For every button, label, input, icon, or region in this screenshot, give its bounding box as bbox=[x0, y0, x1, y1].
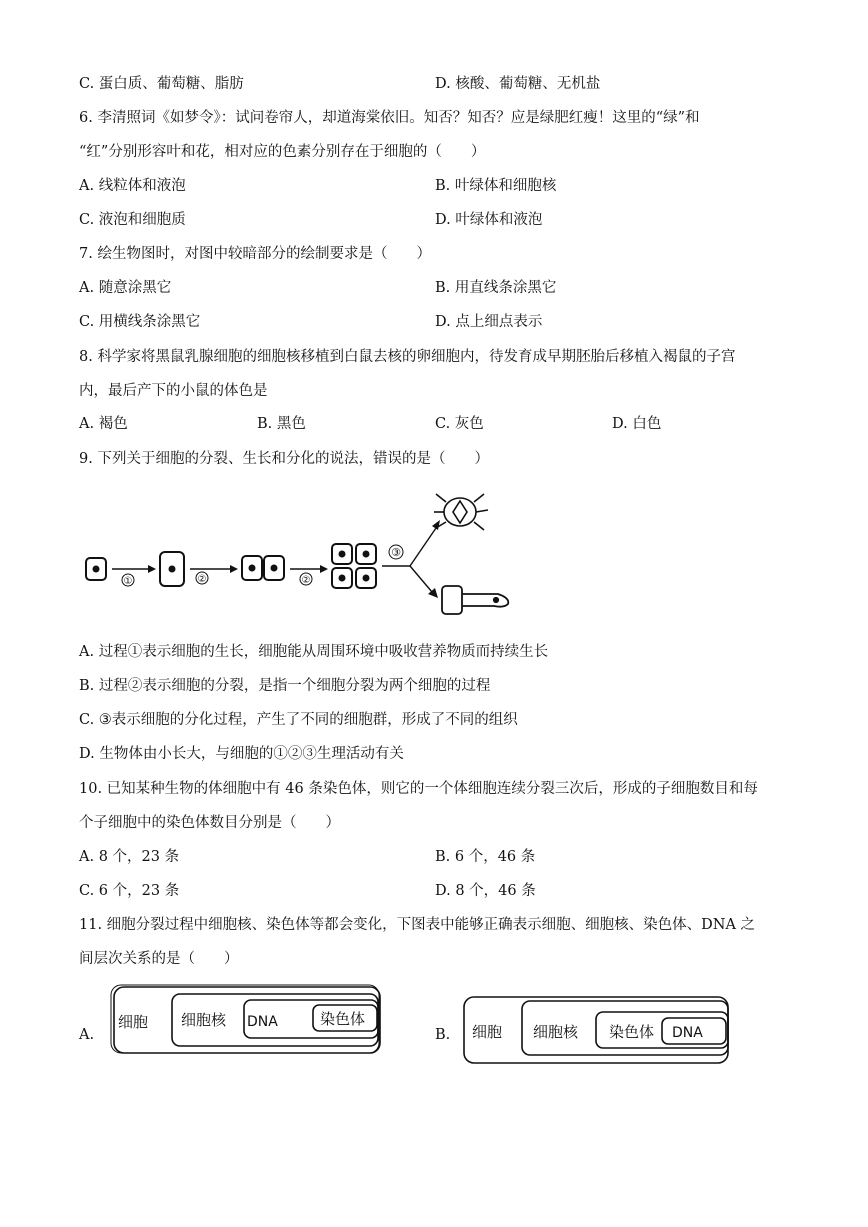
q11-stem-line2: 间层次关系的是（ ） bbox=[79, 951, 239, 967]
diagram-a-dna: DNA bbox=[247, 1014, 278, 1030]
q7-option-a: A. 随意涂黑它 bbox=[79, 280, 172, 296]
diagram-b-chromosome: 染色体 bbox=[609, 1023, 655, 1041]
q7-option-c: C. 用横线条涂黑它 bbox=[79, 314, 201, 330]
differentiated-cell-star bbox=[434, 494, 488, 530]
q9-option-d: D. 生物体由小长大，与细胞的①②③生理活动有关 bbox=[79, 746, 404, 762]
q10-stem-line2: 个子细胞中的染色体数目分别是（ ） bbox=[79, 815, 340, 831]
hierarchy-diagram-a bbox=[110, 984, 384, 1058]
q6-stem-line2: “红”分别形容叶和花，相对应的色素分别存在于细胞的（ ） bbox=[79, 144, 486, 160]
step-3-label: ③ bbox=[391, 546, 401, 559]
differentiated-cell-elongated bbox=[442, 586, 508, 614]
q6-option-a: A. 线粒体和液泡 bbox=[79, 178, 186, 194]
q5-option-c: C. 蛋白质、葡萄糖、脂肪 bbox=[79, 76, 244, 92]
q6-option-d: D. 叶绿体和液泡 bbox=[435, 212, 543, 228]
q6-stem-line1: 6. 李清照词《如梦令》：试问卷帘人，却道海棠依旧。知否？知否？应是绿肥红瘦！这里的“绿”和 bbox=[79, 110, 700, 126]
q6-option-c: C. 液泡和细胞质 bbox=[79, 212, 186, 228]
diagram-a-chromosome: 染色体 bbox=[320, 1010, 366, 1028]
q8-stem-line1: 8. 科学家将黑鼠乳腺细胞的细胞核移植到白鼠去核的卵细胞内，待发育成早期胚胎后移植入褐鼠的子宫 bbox=[79, 349, 736, 365]
q9-option-a: A. 过程①表示细胞的生长，细胞能从周围环境中吸收营养物质而持续生长 bbox=[79, 644, 549, 660]
q8-option-c: C. 灰色 bbox=[435, 416, 484, 432]
diagram-b-dna: DNA bbox=[672, 1025, 703, 1041]
q7-stem: 7. 绘生物图时，对图中较暗部分的绘制要求是（ ） bbox=[79, 246, 431, 262]
q8-option-d: D. 白色 bbox=[612, 416, 662, 432]
hierarchy-diagram-b bbox=[462, 995, 732, 1067]
step-2a-label: ② bbox=[197, 574, 207, 585]
step-1-label: ① bbox=[123, 576, 133, 587]
step-2b-label: ② bbox=[301, 575, 311, 586]
q8-stem-line2: 内，最后产下的小鼠的体色是 bbox=[79, 383, 268, 399]
q7-option-b: B. 用直线条涂黑它 bbox=[435, 280, 557, 296]
q5-option-d: D. 核酸、葡萄糖、无机盐 bbox=[435, 76, 601, 92]
q8-option-b: B. 黑色 bbox=[257, 416, 306, 432]
q11-stem-line1: 11. 细胞分裂过程中细胞核、染色体等都会变化，下图表中能够正确表示细胞、细胞核、染色体、DNA 之 bbox=[79, 917, 756, 933]
diagram-b-cell: 细胞 bbox=[472, 1023, 503, 1041]
cell-division-figure bbox=[80, 488, 520, 628]
q10-option-d: D. 8 个，46 条 bbox=[435, 883, 536, 899]
q11-option-a-letter: A. bbox=[79, 1027, 95, 1043]
q9-option-c: C. ③表示细胞的分化过程，产生了不同的细胞群，形成了不同的组织 bbox=[79, 712, 518, 728]
diagram-b-nucleus: 细胞核 bbox=[533, 1023, 579, 1041]
q10-option-c: C. 6 个，23 条 bbox=[79, 883, 180, 899]
q6-option-b: B. 叶绿体和细胞核 bbox=[435, 178, 557, 194]
q10-stem-line1: 10. 已知某种生物的体细胞中有 46 条染色体，则它的一个体细胞连续分裂三次后，形成的子细胞数目和每 bbox=[79, 781, 758, 797]
q7-option-d: D. 点上细点表示 bbox=[435, 314, 543, 330]
q9-stem: 9. 下列关于细胞的分裂、生长和分化的说法，错误的是（ ） bbox=[79, 451, 489, 467]
q11-option-b-letter: B. bbox=[435, 1027, 451, 1043]
q10-option-a: A. 8 个，23 条 bbox=[79, 849, 180, 865]
diagram-a-cell: 细胞 bbox=[118, 1013, 149, 1031]
q9-option-b: B. 过程②表示细胞的分裂，是指一个细胞分裂为两个细胞的过程 bbox=[79, 678, 491, 694]
diagram-a-nucleus: 细胞核 bbox=[181, 1011, 227, 1029]
q10-option-b: B. 6 个，46 条 bbox=[435, 849, 536, 865]
q8-option-a: A. 褐色 bbox=[79, 416, 128, 432]
